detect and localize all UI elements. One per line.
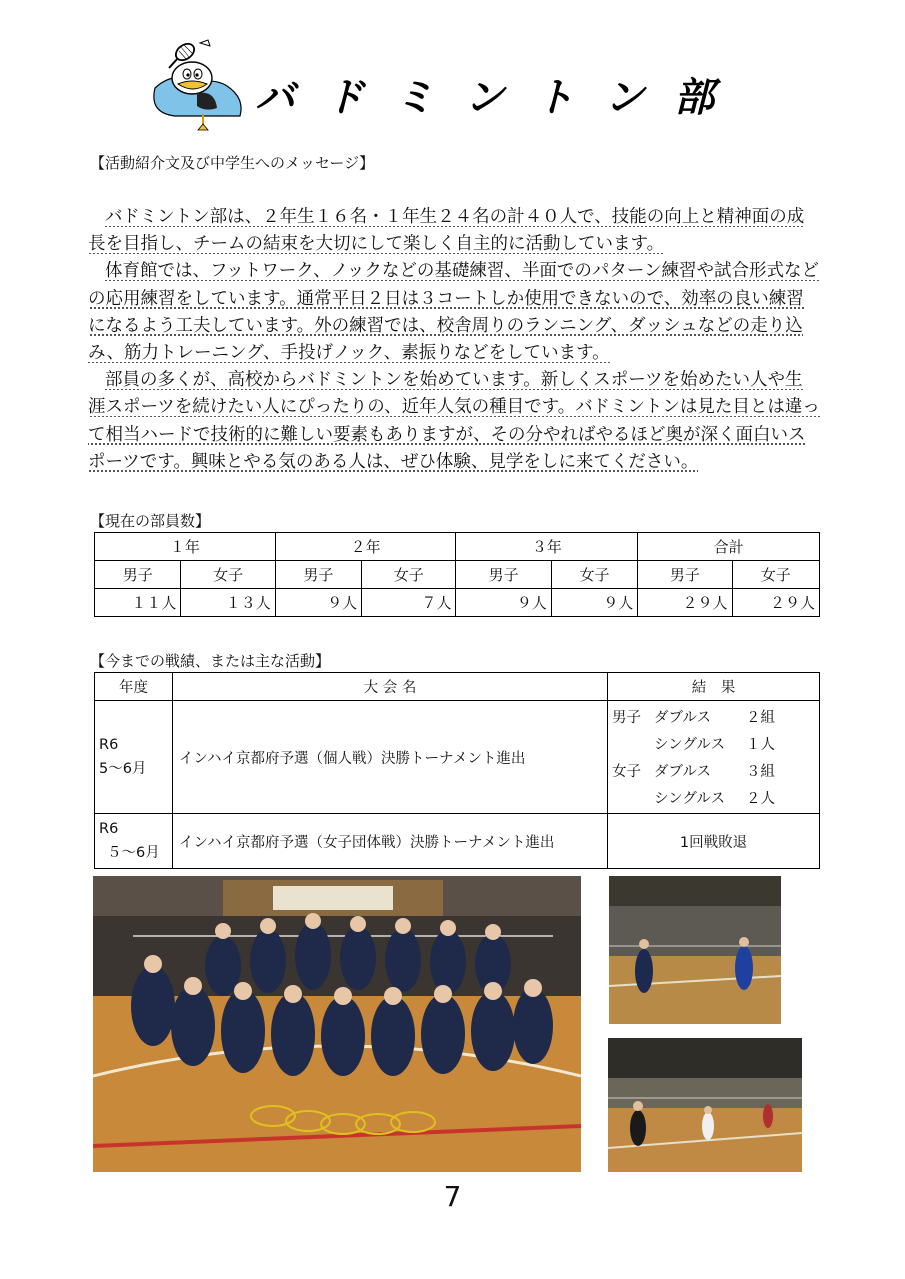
gender-header: 女子	[732, 561, 819, 589]
group-header: １年	[95, 533, 276, 561]
result-cell	[608, 701, 820, 814]
gender-header: 男子	[95, 561, 181, 589]
intro-paragraph: 体育館では、フットワーク、ノックなどの基礎練習、半面でのパターン練習や試合形式などの応用練習をしています。通常平日２日は３コートしか使用できないので、効率の良い練習になるよう工夫しています。外の練習では、校舎周りのランニング、ダッシュなどの走り込み、筋力トレーニング、手投げノック、素振りなどをしています。	[88, 261, 819, 364]
practice-photo-2	[608, 1038, 802, 1172]
results-row	[95, 814, 820, 869]
results-header-row	[95, 673, 820, 701]
member-count: ９人	[551, 589, 637, 617]
year-cell	[95, 814, 173, 869]
results-section-label: 【今までの戦績、または主な活動】	[90, 652, 331, 670]
members-gender-row	[95, 561, 820, 589]
result-cell: 1回戦敗退	[608, 814, 820, 869]
results-row	[95, 701, 820, 814]
year-label: R6	[99, 821, 119, 837]
gender-header: 男子	[638, 561, 732, 589]
gender-header: 女子	[551, 561, 637, 589]
member-count: ９人	[275, 589, 361, 617]
month-label: 5～6月	[99, 761, 147, 777]
team-group-photo	[93, 876, 581, 1172]
member-count: ９人	[456, 589, 551, 617]
result-line: 女子 ダブルス ３組	[612, 764, 775, 780]
member-count: １３人	[181, 589, 275, 617]
gender-header: 女子	[181, 561, 275, 589]
event-cell: インハイ京都府予選（個人戦）決勝トーナメント進出	[173, 701, 608, 814]
group-header: 合計	[638, 533, 820, 561]
month-label: ５～6月	[107, 845, 160, 861]
club-title: バドミントン部	[255, 75, 745, 121]
mascot-logo	[145, 38, 250, 133]
result-line: シングルス ２人	[654, 791, 775, 807]
group-header: ２年	[275, 533, 456, 561]
members-section-label: 【現在の部員数】	[90, 512, 211, 530]
member-count: ２９人	[638, 589, 732, 617]
event-header: 大 会 名	[173, 673, 608, 701]
result-line: 男子 ダブルス ２組	[612, 710, 775, 726]
results-table	[94, 672, 820, 869]
practice-photo-1	[609, 876, 781, 1024]
members-group-row	[95, 533, 820, 561]
year-cell	[95, 701, 173, 814]
page-number: 7	[443, 1180, 462, 1213]
group-header: ３年	[456, 533, 638, 561]
year-header: 年度	[95, 673, 173, 701]
gender-header: 男子	[456, 561, 551, 589]
intro-section-label: 【活動紹介文及び中学生へのメッセージ】	[90, 154, 375, 172]
result-header: 結 果	[608, 673, 820, 701]
intro-text	[88, 204, 820, 476]
result-line: シングルス １人	[654, 737, 775, 753]
event-cell: インハイ京都府予選（女子団体戦）決勝トーナメント進出	[173, 814, 608, 869]
member-count: ２９人	[732, 589, 819, 617]
member-count: １１人	[95, 589, 181, 617]
member-count: ７人	[362, 589, 456, 617]
year-label: R6	[99, 737, 119, 753]
gender-header: 男子	[275, 561, 361, 589]
intro-paragraph: バドミントン部は、２年生１６名・１年生２４名の計４０人で、技能の向上と精神面の成長を目指し、チームの結束を大切にして楽しく自主的に活動しています。	[88, 207, 805, 255]
gender-header: 女子	[362, 561, 456, 589]
intro-paragraph: 部員の多くが、高校からバドミントンを始めています。新しくスポーツを始めたい人や生涯スポーツを続けたい人にぴったりの、近年人気の種目です。バドミントンは見た目とは違って相当ハードで技術的に難しい要素もありますが、その分やればやるほど奥が深く面白いスポーツです。興味とやる気のある人は、ぜひ体験、見学をしに来てください。	[88, 370, 820, 472]
members-table	[94, 532, 820, 617]
members-count-row	[95, 589, 820, 617]
